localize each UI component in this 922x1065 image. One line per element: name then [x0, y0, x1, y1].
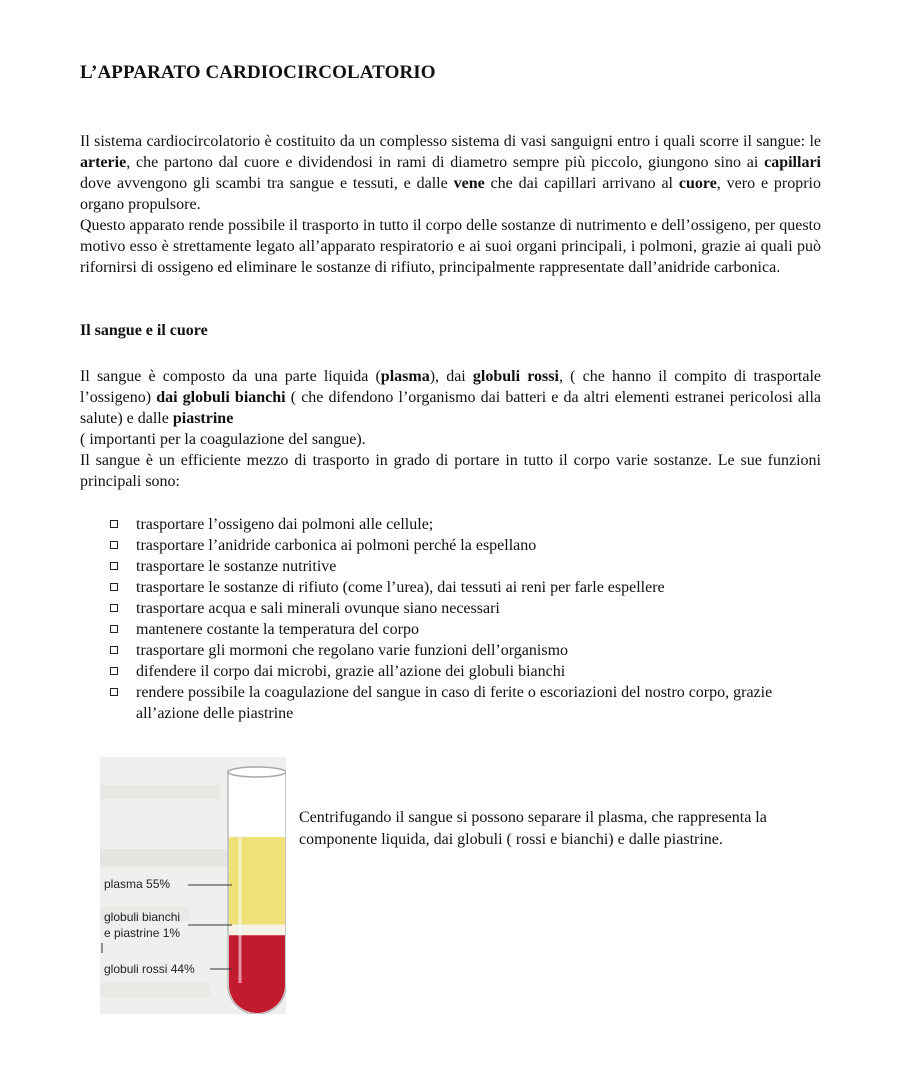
checkbox-bullet-icon: [110, 667, 118, 675]
function-item: [110, 640, 822, 661]
function-item: [110, 682, 822, 724]
function-item: [110, 619, 822, 640]
intro-paragraph-1-run: Il sistema cardiocircolatorio è costituito da un complesso sistema di vasi sanguigni entro i quali scorre il sangue: le: [80, 133, 821, 150]
function-item-text: trasportare le sostanze nutritive: [136, 558, 337, 575]
blood-text: [80, 366, 821, 492]
label-wbc-line1: globuli bianchi: [104, 910, 181, 924]
function-item-text: trasportare gli mormoni che regolano varie funzioni dell’organismo: [136, 642, 569, 659]
figure-caption: Centrifugando il sangue si possono separare il plasma, che rappresenta la componente liquida, dai globuli ( rossi e bianchi) e dalle piastrine.: [299, 809, 767, 848]
blood-paragraph-1b: ( importanti per la coagulazione del sangue).: [80, 431, 366, 448]
function-item-text: trasportare acqua e sali minerali ovunque siano necessari: [136, 600, 500, 617]
checkbox-bullet-icon: [110, 646, 118, 654]
page-title: L’APPARATO CARDIOCIRCOLATORIO: [80, 62, 436, 83]
function-item: [110, 598, 822, 619]
blood-paragraph-1-run: Il sangue è composto da una parte liquida (: [80, 368, 381, 385]
intro-paragraph-1-run: capillari: [764, 154, 821, 171]
intro-paragraph-1-run: che dai capillari arrivano al: [484, 175, 679, 192]
blood-paragraph-2: Il sangue è un efficiente mezzo di trasporto in grado di portare in tutto il corpo varie sostanze. Le sue funzioni principali sono:: [80, 452, 821, 490]
test-tube-figure: [100, 757, 286, 1014]
section-heading: Il sangue e il cuore: [80, 322, 208, 339]
tube-rim: [228, 767, 286, 777]
plasma-layer: [229, 837, 285, 925]
blood-paragraph-1-run: dai globuli bianchi: [156, 389, 286, 406]
blood-paragraph-1-run: globuli rossi: [472, 368, 559, 385]
blood-paragraph-1-run: ( che difendono l’organismo dai batteri e da altri elementi estranei pericolosi alla salute) e dalle: [80, 389, 821, 427]
white-cells-layer: [229, 925, 285, 936]
blood-paragraph-1-run: plasma: [380, 368, 430, 385]
blood-paragraph-1-run: ), dai: [429, 368, 473, 385]
function-item: [110, 577, 822, 598]
intro-text: [80, 131, 821, 278]
intro-paragraph-1-run: arterie: [80, 154, 127, 171]
function-item: [110, 514, 822, 535]
intro-paragraph-1: [80, 131, 821, 215]
checkbox-bullet-icon: [110, 562, 118, 570]
intro-paragraph-1-run: cuore: [678, 175, 717, 192]
blood-paragraph-1: [80, 366, 821, 429]
intro-paragraph-2: Questo apparato rende possibile il trasporto in tutto il corpo delle sostanze di nutrimento e dell’ossigeno, per questo motivo esso è strettamente legato all’apparato respiratorio e ai suoi organi principali, i polmoni, grazie ai quali può rifornirsi di ossigeno ed eliminare le sostanze di rifiuto, principalmente rappresentate dall’anidride carbonica.: [80, 217, 821, 276]
function-item: [110, 535, 822, 556]
checkbox-bullet-icon: [110, 541, 118, 549]
blood-paragraph-1-run: piastrine: [172, 410, 234, 427]
checkbox-bullet-icon: [110, 688, 118, 696]
function-item-text: trasportare l’anidride carbonica ai polmoni perché la espellano: [136, 537, 537, 554]
red-cells-layer: [229, 935, 285, 1013]
checkbox-bullet-icon: [110, 520, 118, 528]
function-item: [110, 661, 822, 682]
intro-paragraph-1-run: , vero e proprio organo propulsore.: [80, 175, 822, 213]
function-item: [110, 556, 822, 577]
checkbox-bullet-icon: [110, 604, 118, 612]
function-item-text: trasportare le sostanze di rifiuto (come l’urea), dai tessuti ai reni per farle espellere: [136, 579, 665, 596]
function-item-text: difendere il corpo dai microbi, grazie all’azione dei globuli bianchi: [136, 663, 566, 680]
intro-paragraph-1-run: vene: [453, 175, 485, 192]
checkbox-bullet-icon: [110, 625, 118, 633]
label-plasma: plasma 55%: [104, 877, 171, 891]
function-item-text: rendere possibile la coagulazione del sangue in caso di ferite o escoriazioni del nostro corpo, grazie all’azione delle piastrine: [136, 684, 773, 722]
label-rbc: globuli rossi 44%: [104, 962, 195, 976]
intro-paragraph-1-run: , che partono dal cuore e dividendosi in rami di diametro sempre più piccolo, giungono sino ai: [126, 154, 765, 171]
blood-paragraph-1-run: , ( che hanno il compito di trasportale l’ossigeno): [80, 368, 822, 406]
intro-paragraph-1-run: dove avvengono gli scambi tra sangue e tessuti, e dalle: [80, 175, 454, 192]
checkbox-bullet-icon: [110, 583, 118, 591]
label-wbc-line2: e piastrine 1%: [104, 926, 181, 940]
function-item-text: mantenere costante la temperatura del corpo: [136, 621, 419, 638]
functions-list: [110, 514, 822, 724]
function-item-text: trasportare l’ossigeno dai polmoni alle cellule;: [136, 516, 434, 533]
test-tube: [228, 767, 286, 1014]
